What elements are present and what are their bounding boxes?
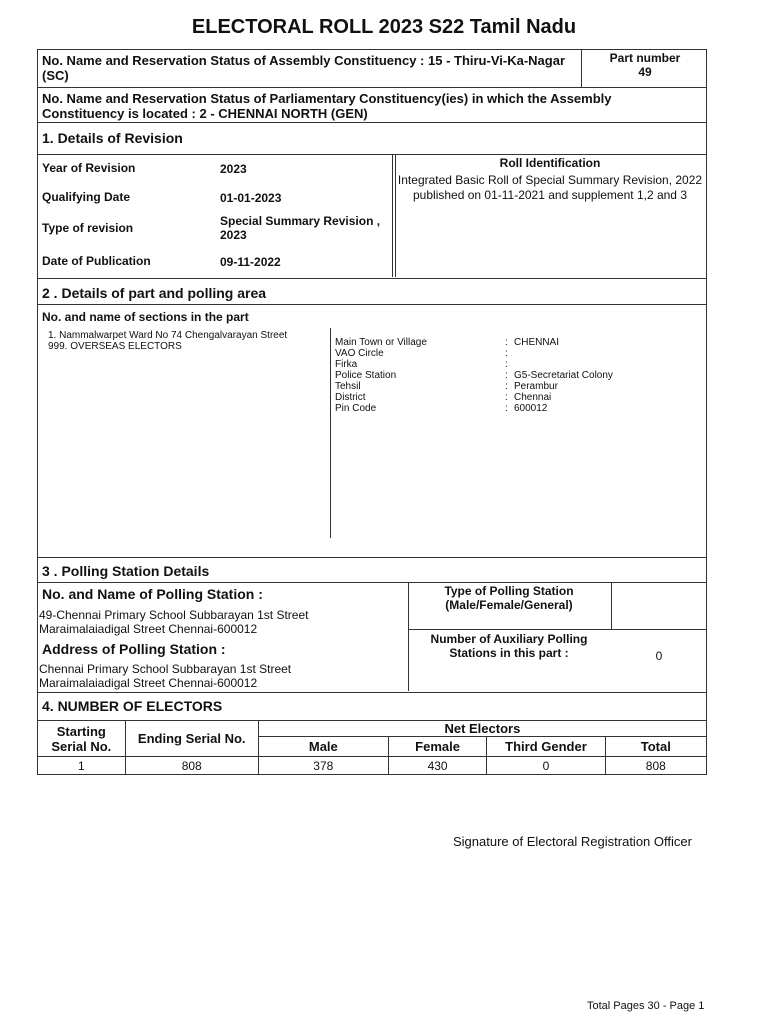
- cell-female: 430: [388, 757, 486, 775]
- qualifying-date-label: Qualifying Date: [42, 190, 131, 204]
- detail-label-district: District: [335, 392, 366, 403]
- polling-station-address-line2: Maraimalaiadigal Street Chennai-600012: [39, 676, 258, 690]
- cell-end: 808: [125, 757, 258, 775]
- detail-value-tehsil: Perambur: [514, 381, 558, 392]
- divider: [38, 154, 706, 155]
- cell-total: 808: [605, 757, 706, 775]
- divider: [611, 582, 612, 629]
- polling-station-name-heading: No. and Name of Polling Station :: [42, 586, 263, 602]
- detail-value-pin-code: 600012: [514, 403, 548, 414]
- detail-label-police-station: Police Station: [335, 370, 397, 381]
- roll-identification-text: Integrated Basic Roll of Special Summary Revision, 2022 published on 01-11-2021 and supplement 1,2 and 3: [397, 173, 703, 202]
- detail-sep: :: [505, 359, 508, 370]
- detail-label-pin-code: Pin Code: [335, 403, 377, 414]
- net-electors-heading: Net Electors: [258, 721, 706, 737]
- detail-sep: :: [505, 370, 508, 381]
- polling-station-name-line2: Maraimalaiadigal Street Chennai-600012: [39, 622, 258, 636]
- polling-station-section: [37, 558, 707, 693]
- electors-section: [37, 693, 707, 721]
- detail-label-tehsil: Tehsil: [335, 381, 361, 392]
- signature-label: Signature of Electoral Registration Officer: [453, 834, 692, 849]
- auxiliary-stations-value: 0: [655, 649, 663, 663]
- polling-station-type-label: Type of Polling Station (Male/Female/General): [444, 584, 574, 612]
- part-area-heading: 2 . Details of part and polling area: [42, 285, 267, 301]
- revision-section: [37, 123, 707, 279]
- qualifying-date-value: 01-01-2023: [220, 191, 282, 205]
- detail-sep: :: [505, 381, 508, 392]
- parliamentary-constituency-box: [37, 88, 707, 123]
- detail-label-vao-circle: VAO Circle: [335, 348, 384, 359]
- cell-start: 1: [38, 757, 126, 775]
- section-item: 999. OVERSEAS ELECTORS: [48, 341, 182, 352]
- part-number-value: 49: [638, 65, 652, 79]
- revision-year-value: 2023: [220, 162, 247, 176]
- publication-date-label: Date of Publication: [42, 254, 151, 268]
- divider: [408, 629, 706, 630]
- col-ending-serial: Ending Serial No.: [125, 721, 258, 757]
- part-number-label: Part number: [609, 51, 681, 65]
- part-area-section: [37, 279, 707, 558]
- revision-type-value: Special Summary Revision , 2023: [220, 214, 381, 242]
- col-third-gender: Third Gender: [487, 737, 605, 757]
- auxiliary-stations-label: Number of Auxiliary Polling Stations in this part :: [430, 632, 588, 660]
- table-row: [38, 757, 707, 775]
- polling-station-name-line1: 49-Chennai Primary School Subbarayan 1st Street: [39, 608, 309, 622]
- polling-heading: 3 . Polling Station Details: [42, 563, 210, 579]
- divider: [38, 582, 706, 583]
- page-footer: Total Pages 30 - Page 1: [587, 1000, 705, 1012]
- detail-label-firka: Firka: [335, 359, 358, 370]
- detail-sep: :: [505, 392, 508, 403]
- divider: [392, 154, 393, 277]
- detail-sep: :: [505, 403, 508, 414]
- publication-date-value: 09-11-2022: [220, 255, 281, 269]
- polling-station-address-heading: Address of Polling Station :: [42, 641, 226, 657]
- col-starting-serial: Starting Serial No.: [38, 721, 126, 757]
- detail-value-police-station: G5-Secretariat Colony: [514, 370, 613, 381]
- cell-third-gender: 0: [487, 757, 605, 775]
- col-total: Total: [605, 737, 706, 757]
- assembly-constituency-box: [37, 49, 707, 88]
- assembly-constituency-label: No. Name and Reservation Status of Assembly Constituency : 15 - Thiru-Vi-Ka-Nagar (SC): [42, 53, 566, 83]
- divider: [581, 50, 582, 87]
- revision-year-label: Year of Revision: [42, 161, 136, 175]
- sections-heading: No. and name of sections in the part: [42, 310, 249, 324]
- revision-type-label: Type of revision: [42, 221, 134, 235]
- roll-identification-heading: Roll Identification: [499, 156, 601, 170]
- detail-sep: :: [505, 337, 508, 348]
- col-female: Female: [388, 737, 486, 757]
- cell-male: 378: [258, 757, 388, 775]
- parliamentary-constituency-label: No. Name and Reservation Status of Parliamentary Constituency(ies) in which the Assembly Constituency is located : 2 - CHENNAI NORTH (GEN): [42, 91, 612, 121]
- detail-value-district: Chennai: [514, 392, 552, 403]
- electors-table: [37, 720, 707, 775]
- col-male: Male: [258, 737, 388, 757]
- detail-sep: :: [505, 348, 508, 359]
- section-item: 1. Nammalwarpet Ward No 74 Chengalvarayan Street: [48, 330, 288, 341]
- electors-heading: 4. NUMBER OF ELECTORS: [42, 698, 223, 714]
- page-title: ELECTORAL ROLL 2023 S22 Tamil Nadu: [191, 16, 577, 38]
- divider: [330, 328, 331, 538]
- divider: [408, 582, 409, 691]
- divider: [38, 304, 706, 305]
- detail-label-main-town: Main Town or Village: [335, 337, 427, 348]
- detail-value-main-town: CHENNAI: [514, 337, 560, 348]
- polling-station-address-line1: Chennai Primary School Subbarayan 1st Street: [39, 662, 292, 676]
- revision-heading: 1. Details of Revision: [42, 130, 183, 146]
